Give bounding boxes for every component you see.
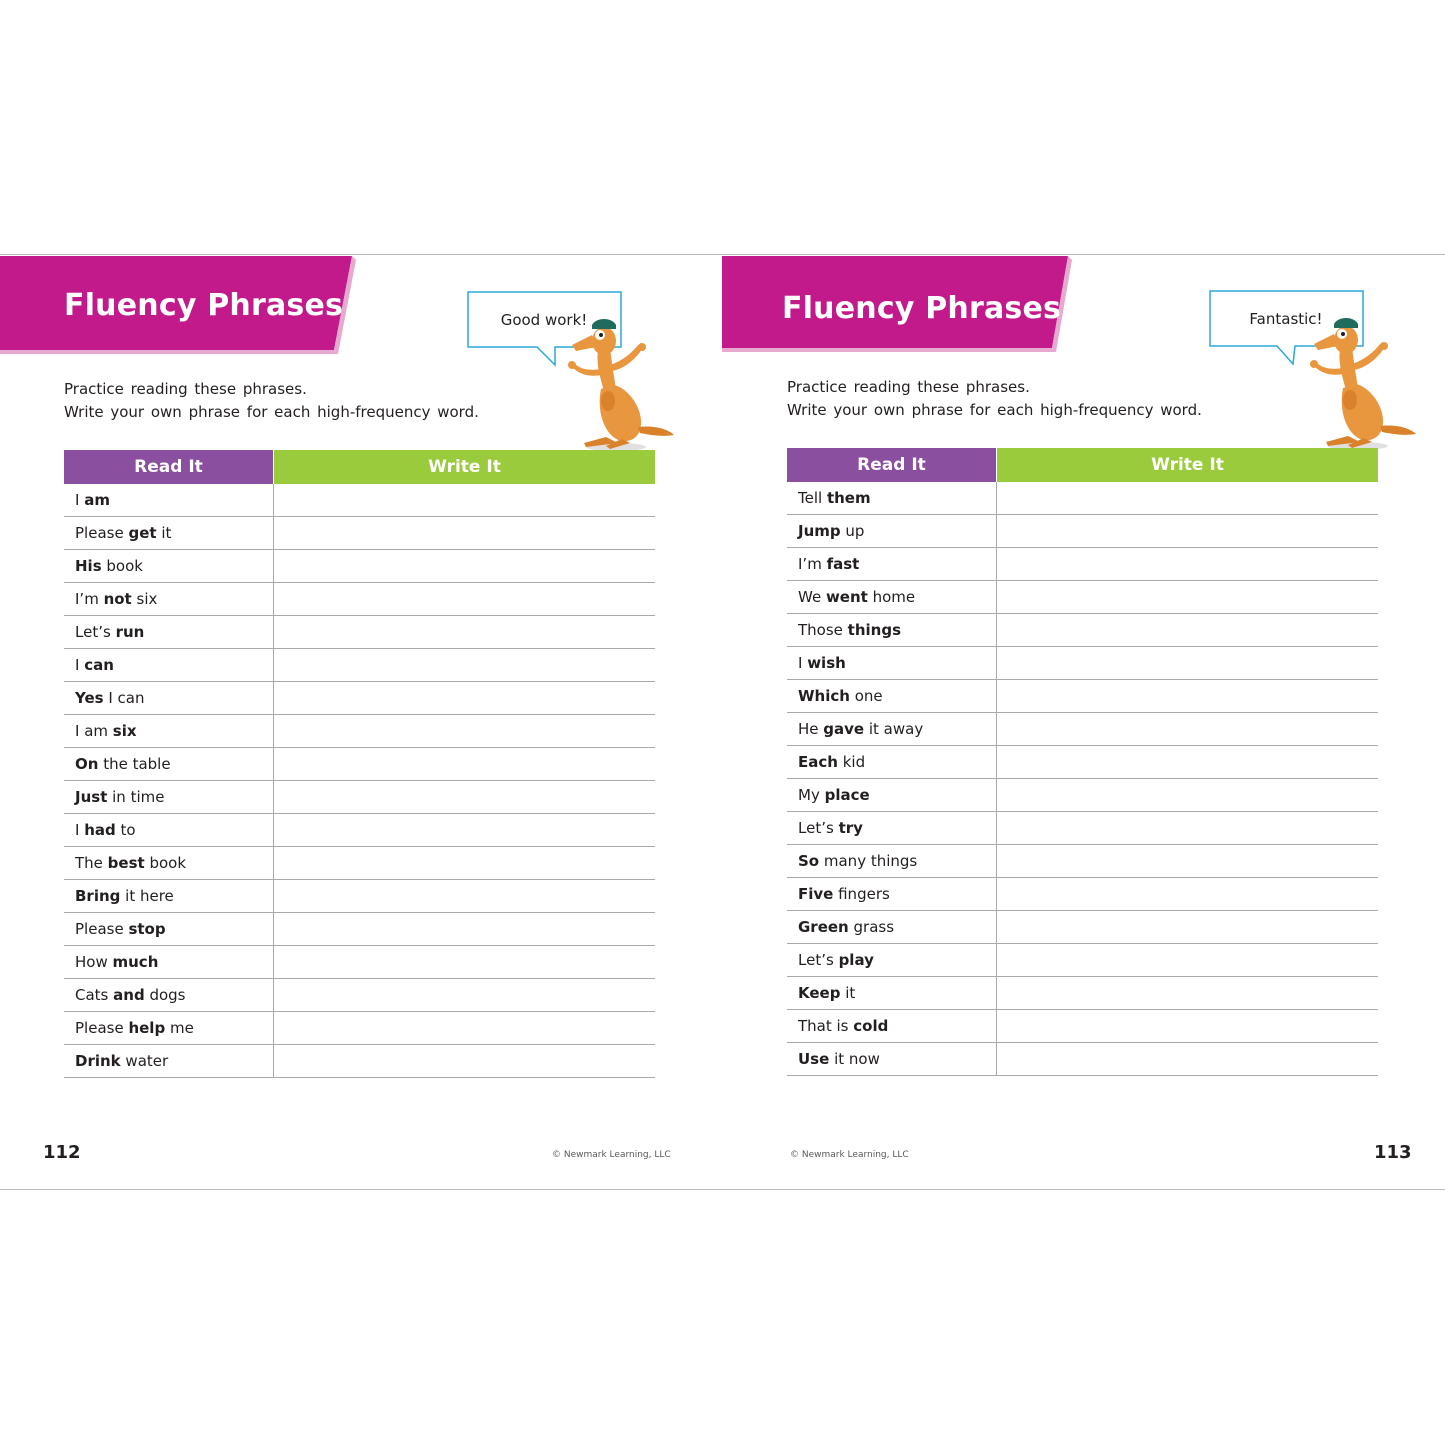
- high-frequency-word: things: [847, 621, 902, 639]
- kangaroo-mascot-icon: [1308, 318, 1418, 450]
- table-row: [787, 713, 1378, 746]
- table-row: [787, 1010, 1378, 1043]
- phrase-text: That is: [798, 1017, 854, 1035]
- write-it-blank[interactable]: [997, 713, 1379, 746]
- high-frequency-word: Each: [798, 753, 838, 771]
- phrase-text: grass: [848, 918, 895, 936]
- page-title: Fluency Phrases: [782, 291, 1062, 326]
- table-row: [787, 548, 1378, 581]
- write-it-blank[interactable]: [274, 616, 656, 649]
- read-it-phrase: [64, 880, 274, 913]
- phrase-text: Cats: [75, 986, 114, 1004]
- read-it-phrase: [787, 944, 997, 977]
- write-it-header: Write It: [997, 448, 1379, 482]
- phrase-text: it: [840, 984, 856, 1002]
- table-row: [787, 614, 1378, 647]
- phrase-text: water: [120, 1052, 169, 1070]
- write-it-blank[interactable]: [274, 649, 656, 682]
- read-it-phrase: [64, 517, 274, 550]
- high-frequency-word: try: [838, 819, 863, 837]
- write-it-blank[interactable]: [997, 647, 1379, 680]
- phrase-text: I am: [75, 722, 113, 740]
- write-it-blank[interactable]: [997, 911, 1379, 944]
- table-row: [787, 845, 1378, 878]
- write-it-blank[interactable]: [997, 1043, 1379, 1076]
- instructions: [787, 376, 1202, 422]
- read-it-phrase: [787, 647, 997, 680]
- high-frequency-word: wish: [807, 654, 846, 672]
- title-banner: [0, 254, 360, 358]
- phrase-text: Those: [798, 621, 848, 639]
- speech-bubble-text: Good work!: [500, 311, 588, 329]
- phrase-text: Let’s: [798, 819, 839, 837]
- write-it-blank[interactable]: [997, 1010, 1379, 1043]
- read-it-phrase: [64, 682, 274, 715]
- phrase-text: fingers: [833, 885, 890, 903]
- speech-bubble-text: Fantastic!: [1249, 310, 1323, 328]
- phrase-text: many things: [819, 852, 918, 870]
- read-it-phrase: [64, 1012, 274, 1045]
- read-it-phrase: [787, 515, 997, 548]
- write-it-blank[interactable]: [274, 682, 656, 715]
- high-frequency-word: am: [84, 491, 110, 509]
- phrase-text: six: [131, 590, 158, 608]
- write-it-blank[interactable]: [274, 847, 656, 880]
- read-it-phrase: [64, 781, 274, 814]
- table-row: [787, 878, 1378, 911]
- phrase-rows: [787, 482, 1378, 1076]
- phrase-text: I: [75, 656, 85, 674]
- read-it-phrase: [64, 715, 274, 748]
- phrase-text: How: [75, 953, 113, 971]
- phrase-table: [787, 448, 1378, 1076]
- write-it-blank[interactable]: [997, 581, 1379, 614]
- write-it-blank[interactable]: [274, 1045, 656, 1078]
- table-row: [787, 779, 1378, 812]
- high-frequency-word: place: [824, 786, 870, 804]
- high-frequency-word: Five: [798, 885, 834, 903]
- phrase-text: I can: [103, 689, 145, 707]
- high-frequency-word: Use: [798, 1050, 830, 1068]
- table-row: [64, 715, 655, 748]
- read-it-phrase: [64, 847, 274, 880]
- read-it-phrase: [64, 1045, 274, 1078]
- phrase-text: I’m: [798, 555, 827, 573]
- read-it-phrase: [787, 614, 997, 647]
- phrase-text: I’m: [75, 590, 104, 608]
- write-it-blank[interactable]: [997, 878, 1379, 911]
- write-it-blank[interactable]: [997, 515, 1379, 548]
- read-it-phrase: [64, 550, 274, 583]
- read-it-phrase: [787, 911, 997, 944]
- write-it-blank[interactable]: [274, 946, 656, 979]
- read-it-header: Read It: [64, 450, 274, 484]
- table-row: [64, 484, 655, 517]
- read-it-phrase: [64, 616, 274, 649]
- high-frequency-word: Keep: [798, 984, 841, 1002]
- high-frequency-word: Bring: [75, 887, 121, 905]
- write-it-blank[interactable]: [997, 482, 1379, 515]
- write-it-blank[interactable]: [997, 779, 1379, 812]
- table-row: [64, 946, 655, 979]
- table-row: [64, 649, 655, 682]
- high-frequency-word: get: [128, 524, 157, 542]
- phrase-text: up: [840, 522, 865, 540]
- table-row: [64, 682, 655, 715]
- table-header-row: [64, 450, 655, 484]
- phrase-text: book: [101, 557, 143, 575]
- write-it-blank[interactable]: [274, 880, 656, 913]
- write-it-blank[interactable]: [274, 715, 656, 748]
- high-frequency-word: cold: [853, 1017, 889, 1035]
- table-row: [64, 1045, 655, 1078]
- instruction-line: Write your own phrase for each high-frequency word.: [64, 403, 479, 421]
- high-frequency-word: help: [128, 1019, 166, 1037]
- table-row: [787, 812, 1378, 845]
- table-row: [787, 680, 1378, 713]
- phrase-text: I: [798, 654, 808, 672]
- phrase-text: The: [75, 854, 108, 872]
- phrase-rows: [64, 484, 655, 1078]
- high-frequency-word: and: [113, 986, 145, 1004]
- high-frequency-word: went: [825, 588, 868, 606]
- table-row: [787, 977, 1378, 1010]
- phrase-text: to: [115, 821, 136, 839]
- high-frequency-word: Which: [798, 687, 850, 705]
- table-row: [787, 581, 1378, 614]
- phrase-text: My: [798, 786, 825, 804]
- read-it-phrase: [64, 814, 274, 847]
- page-right: [722, 254, 1444, 1190]
- high-frequency-word: them: [826, 489, 871, 507]
- table-row: [64, 913, 655, 946]
- high-frequency-word: six: [112, 722, 137, 740]
- write-it-blank[interactable]: [274, 583, 656, 616]
- phrase-text: it: [156, 524, 172, 542]
- write-it-blank[interactable]: [997, 746, 1379, 779]
- high-frequency-word: Drink: [75, 1052, 121, 1070]
- table-row: [787, 1043, 1378, 1076]
- table-row: [64, 979, 655, 1012]
- high-frequency-word: stop: [128, 920, 166, 938]
- write-it-blank[interactable]: [274, 814, 656, 847]
- phrase-text: kid: [837, 753, 866, 771]
- read-it-phrase: [787, 746, 997, 779]
- phrase-text: it here: [120, 887, 174, 905]
- table-row: [787, 911, 1378, 944]
- write-it-blank[interactable]: [274, 979, 656, 1012]
- phrase-text: home: [867, 588, 916, 606]
- page-number: 113: [1374, 1142, 1412, 1163]
- high-frequency-word: Yes: [75, 689, 104, 707]
- table-row: [64, 550, 655, 583]
- write-it-blank[interactable]: [274, 913, 656, 946]
- phrase-text: Please: [75, 524, 129, 542]
- instruction-line: Practice reading these phrases.: [64, 380, 307, 398]
- phrase-text: Please: [75, 1019, 129, 1037]
- table-row: [787, 746, 1378, 779]
- write-it-blank[interactable]: [274, 748, 656, 781]
- read-it-phrase: [787, 713, 997, 746]
- phrase-text: Please: [75, 920, 129, 938]
- write-it-blank[interactable]: [997, 812, 1379, 845]
- copyright: © Newmark Learning, LLC: [790, 1150, 909, 1160]
- read-it-phrase: [787, 779, 997, 812]
- phrase-text: one: [849, 687, 883, 705]
- read-it-phrase: [64, 979, 274, 1012]
- high-frequency-word: Jump: [798, 522, 841, 540]
- page-title: Fluency Phrases: [64, 288, 344, 323]
- write-it-blank[interactable]: [274, 781, 656, 814]
- read-it-phrase: [787, 977, 997, 1010]
- write-it-blank[interactable]: [274, 517, 656, 550]
- copyright: © Newmark Learning, LLC: [552, 1150, 671, 1160]
- read-it-phrase: [787, 581, 997, 614]
- phrase-text: me: [165, 1019, 194, 1037]
- table-row: [787, 515, 1378, 548]
- page-left: [0, 254, 722, 1190]
- phrase-text: it now: [829, 1050, 880, 1068]
- write-it-blank[interactable]: [997, 614, 1379, 647]
- phrase-text: book: [144, 854, 187, 872]
- phrase-text: Let’s: [798, 951, 839, 969]
- high-frequency-word: So: [798, 852, 820, 870]
- read-it-phrase: [787, 1010, 997, 1043]
- high-frequency-word: much: [112, 953, 159, 971]
- phrase-text: I: [75, 821, 85, 839]
- high-frequency-word: Green: [798, 918, 849, 936]
- kangaroo-mascot-icon: [566, 319, 676, 451]
- read-it-phrase: [64, 913, 274, 946]
- write-it-blank[interactable]: [274, 550, 656, 583]
- read-it-phrase: [787, 1043, 997, 1076]
- read-it-phrase: [64, 583, 274, 616]
- phrase-text: the table: [98, 755, 171, 773]
- read-it-phrase: [64, 484, 274, 517]
- phrase-text: it away: [864, 720, 924, 738]
- read-it-phrase: [64, 649, 274, 682]
- title-banner: [722, 254, 1082, 358]
- write-it-blank[interactable]: [997, 944, 1379, 977]
- read-it-phrase: [64, 946, 274, 979]
- write-it-header: Write It: [274, 450, 656, 484]
- phrase-table: [64, 450, 655, 1078]
- high-frequency-word: run: [115, 623, 145, 641]
- read-it-phrase: [787, 845, 997, 878]
- high-frequency-word: fast: [826, 555, 860, 573]
- table-row: [787, 482, 1378, 515]
- phrase-text: Tell: [798, 489, 827, 507]
- high-frequency-word: gave: [823, 720, 865, 738]
- read-it-phrase: [787, 878, 997, 911]
- table-row: [64, 616, 655, 649]
- table-row: [64, 814, 655, 847]
- table-header-row: [787, 448, 1378, 482]
- read-it-phrase: [64, 748, 274, 781]
- table-row: [64, 583, 655, 616]
- write-it-blank[interactable]: [997, 845, 1379, 878]
- table-row: [787, 944, 1378, 977]
- high-frequency-word: best: [107, 854, 145, 872]
- phrase-text: Let’s: [75, 623, 116, 641]
- phrase-text: in time: [107, 788, 165, 806]
- instruction-line: Write your own phrase for each high-frequency word.: [787, 401, 1202, 419]
- write-it-blank[interactable]: [997, 680, 1379, 713]
- phrase-text: We: [798, 588, 826, 606]
- table-row: [787, 647, 1378, 680]
- read-it-header: Read It: [787, 448, 997, 482]
- read-it-phrase: [787, 812, 997, 845]
- read-it-phrase: [787, 482, 997, 515]
- table-row: [64, 880, 655, 913]
- phrase-text: I: [75, 491, 85, 509]
- table-row: [64, 1012, 655, 1045]
- write-it-blank[interactable]: [274, 1012, 656, 1045]
- table-row: [64, 517, 655, 550]
- read-it-phrase: [787, 548, 997, 581]
- phrase-text: He: [798, 720, 824, 738]
- high-frequency-word: On: [75, 755, 99, 773]
- phrase-text: dogs: [144, 986, 186, 1004]
- high-frequency-word: His: [75, 557, 102, 575]
- table-row: [64, 748, 655, 781]
- high-frequency-word: Just: [75, 788, 108, 806]
- read-it-phrase: [787, 680, 997, 713]
- table-row: [64, 781, 655, 814]
- high-frequency-word: can: [84, 656, 114, 674]
- high-frequency-word: play: [838, 951, 874, 969]
- instructions: [64, 378, 479, 424]
- write-it-blank[interactable]: [997, 548, 1379, 581]
- page-number: 112: [43, 1142, 81, 1163]
- high-frequency-word: had: [84, 821, 116, 839]
- high-frequency-word: not: [103, 590, 132, 608]
- write-it-blank[interactable]: [997, 977, 1379, 1010]
- write-it-blank[interactable]: [274, 484, 656, 517]
- instruction-line: Practice reading these phrases.: [787, 378, 1030, 396]
- table-row: [64, 847, 655, 880]
